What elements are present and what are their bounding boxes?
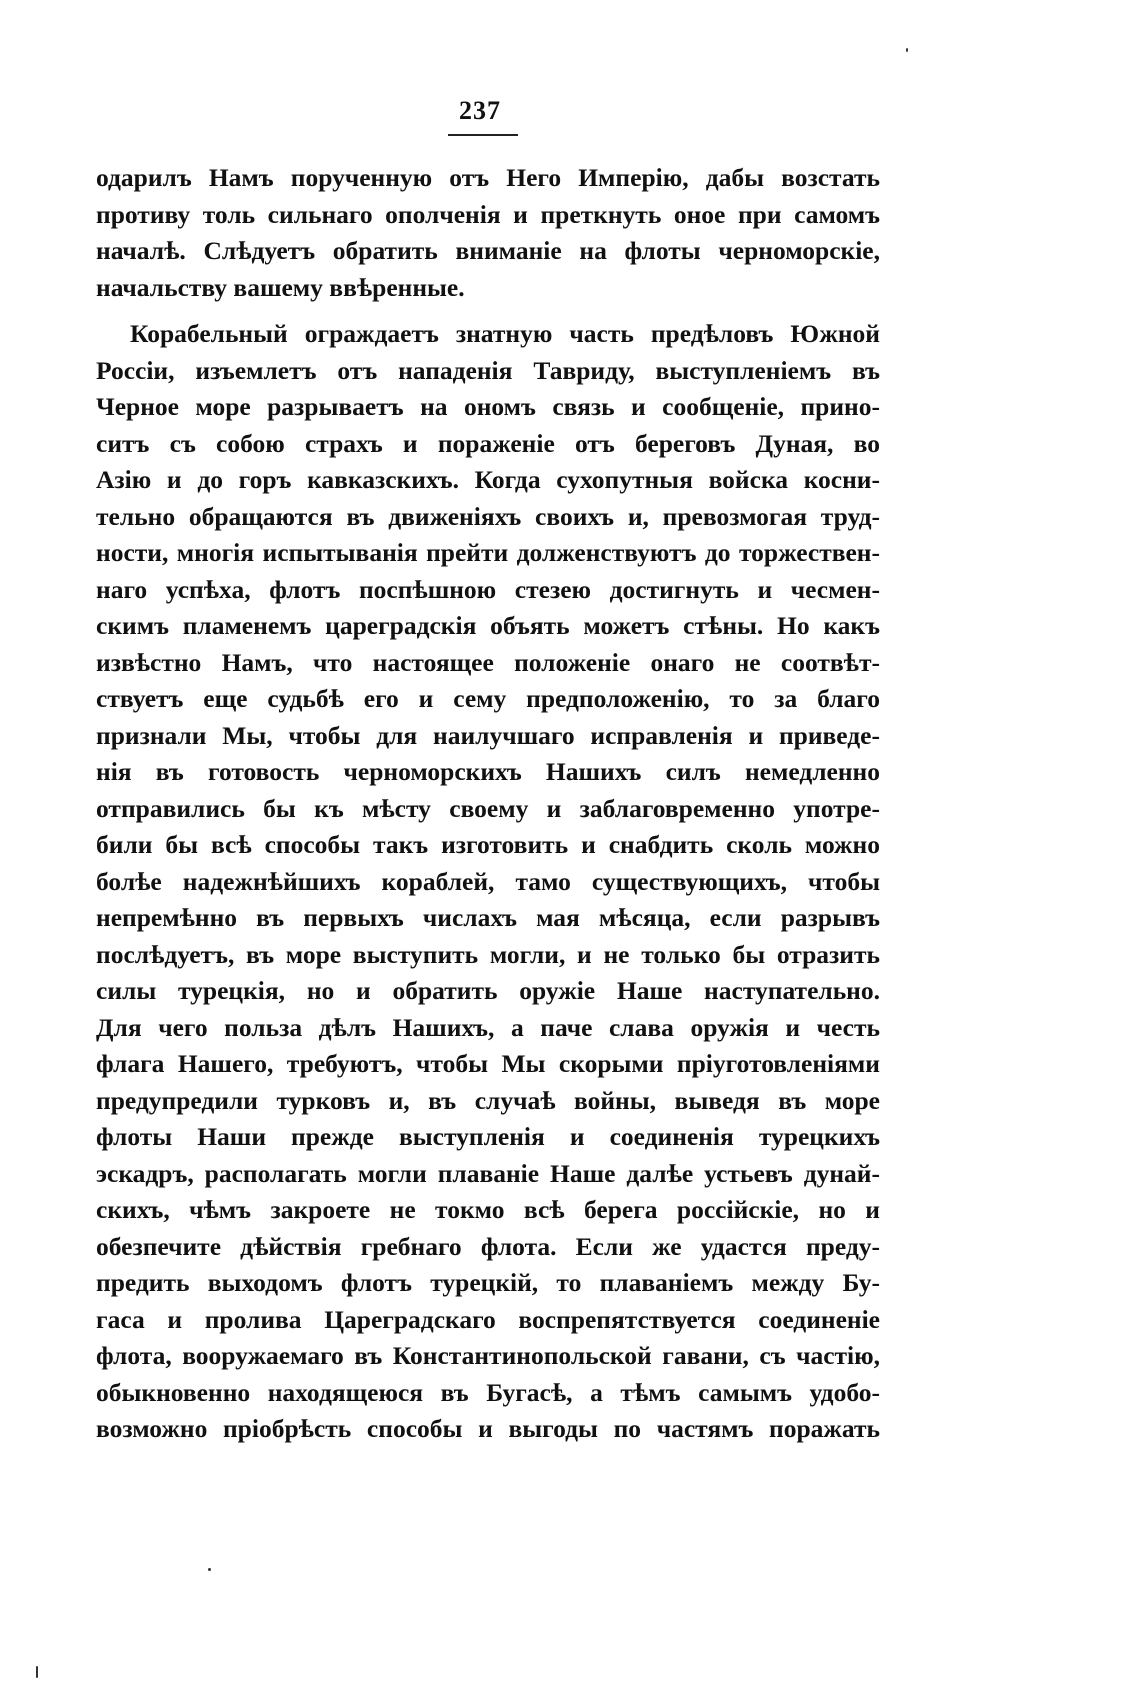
- scan-speck: [36, 1666, 38, 1678]
- text-line: эскадръ, располагать могли плаваніе Наше далѣе устьевъ дунай-: [96, 1158, 880, 1188]
- text-line: флота, вооружаемаго въ Константинопольской гавани, съ частію,: [96, 1341, 880, 1370]
- text-line: били бы всѣ способы такъ изготовить и снабдить сколь можно: [96, 830, 880, 859]
- page-number: 237: [459, 96, 501, 125]
- text-line: силы турецкія, но и обратить оружіе Наше наступательно.: [96, 976, 880, 1005]
- paragraph: [96, 316, 880, 1448]
- text-line: скимъ пламенемъ цареградскія объять можетъ стѣны. Но какъ: [96, 611, 880, 640]
- text-line: признали Мы, чтобы для наилучшаго исправленія и приведе-: [96, 720, 880, 750]
- text-line: Россіи, изъемлетъ отъ нападенія Тавриду, выступленіемъ въ: [96, 355, 880, 385]
- text-line: ствуетъ еще судьбѣ его и сему предположенію, то за благо: [96, 684, 880, 713]
- text-line: Корабельный ограждаетъ знатную часть предѣловъ Южной: [130, 319, 880, 348]
- text-line: Черное море разрываетъ на ономъ связь и сообщеніе, прино-: [96, 392, 880, 421]
- text-line: обезпечите дѣйствія гребнаго флота. Если же удастся преду-: [96, 1231, 880, 1261]
- text-line: флага Нашего, требуютъ, чтобы Мы скорыми пріуготовленіями: [96, 1049, 880, 1078]
- text-line: тельно обращаются въ движеніяхъ своихъ и, превозмогая труд-: [96, 501, 880, 531]
- body-text: [96, 160, 880, 1448]
- text-line: началѣ. Слѣдуетъ обратить вниманіе на флоты черноморскіе,: [96, 236, 880, 265]
- text-line: извѣстно Намъ, что настоящее положеніе онаго не соотвѣт-: [96, 647, 880, 677]
- text-line: одарилъ Намъ порученную отъ Него Имперію, дабы возстать: [96, 163, 880, 192]
- text-line: гаса и пролива Цареградскаго воспрепятствуется соединеніе: [96, 1304, 880, 1334]
- text-line: предить выходомъ флотъ турецкій, то плаваніемъ между Бу-: [96, 1268, 880, 1297]
- text-line: Азію и до горъ кавказскихъ. Когда сухопутныя войска косни-: [96, 465, 880, 494]
- paragraph-gap: [96, 306, 880, 316]
- text-line: наго успѣха, флотъ поспѣшною стезею достигнуть и чесмен-: [96, 574, 880, 604]
- text-line: нія въ готовость черноморскихъ Нашихъ силъ немедленно: [96, 757, 880, 786]
- text-line: ности, многія испытыванія прейти долженствуютъ до торжествен-: [96, 538, 880, 567]
- text-line: предупредили турковъ и, въ случаѣ войны, выведя въ море: [96, 1085, 880, 1115]
- text-line: непремѣнно въ первыхъ числахъ мая мѣсяца, если разрывъ: [96, 903, 880, 932]
- text-line: флоты Наши прежде выступленія и соединенія турецкихъ: [96, 1122, 880, 1151]
- text-line: противу толь сильнаго ополченія и преткнуть оное при самомъ: [96, 199, 880, 229]
- text-line: послѣдуетъ, въ море выступить могли, и не только бы отразить: [96, 939, 880, 969]
- text-line: начальству вашему ввѣренные.: [96, 272, 465, 302]
- text-line: болѣе надежнѣйшихъ кораблей, тамо существующихъ, чтобы: [96, 866, 880, 896]
- text-line: скихъ, чѣмъ закроете не токмо всѣ берега россійскіе, но и: [96, 1195, 880, 1224]
- text-line: Для чего польза дѣлъ Нашихъ, а паче слава оружія и честь: [96, 1012, 880, 1042]
- text-line: ситъ съ собою страхъ и пораженіе отъ береговъ Дуная, во: [96, 428, 880, 458]
- scan-speck: [208, 1568, 211, 1571]
- text-line: обыкновенно находящеюся въ Бугасѣ, а тѣмъ самымъ удобо-: [96, 1377, 880, 1407]
- page-number-rule: [448, 134, 518, 136]
- text-line: отправились бы къ мѣсту своему и заблаговременно употре-: [96, 793, 880, 823]
- text-line: возможно пріобрѣсть способы и выгоды по частямъ поражать: [96, 1414, 880, 1443]
- scan-speck: [906, 48, 908, 52]
- paragraph: [96, 160, 880, 306]
